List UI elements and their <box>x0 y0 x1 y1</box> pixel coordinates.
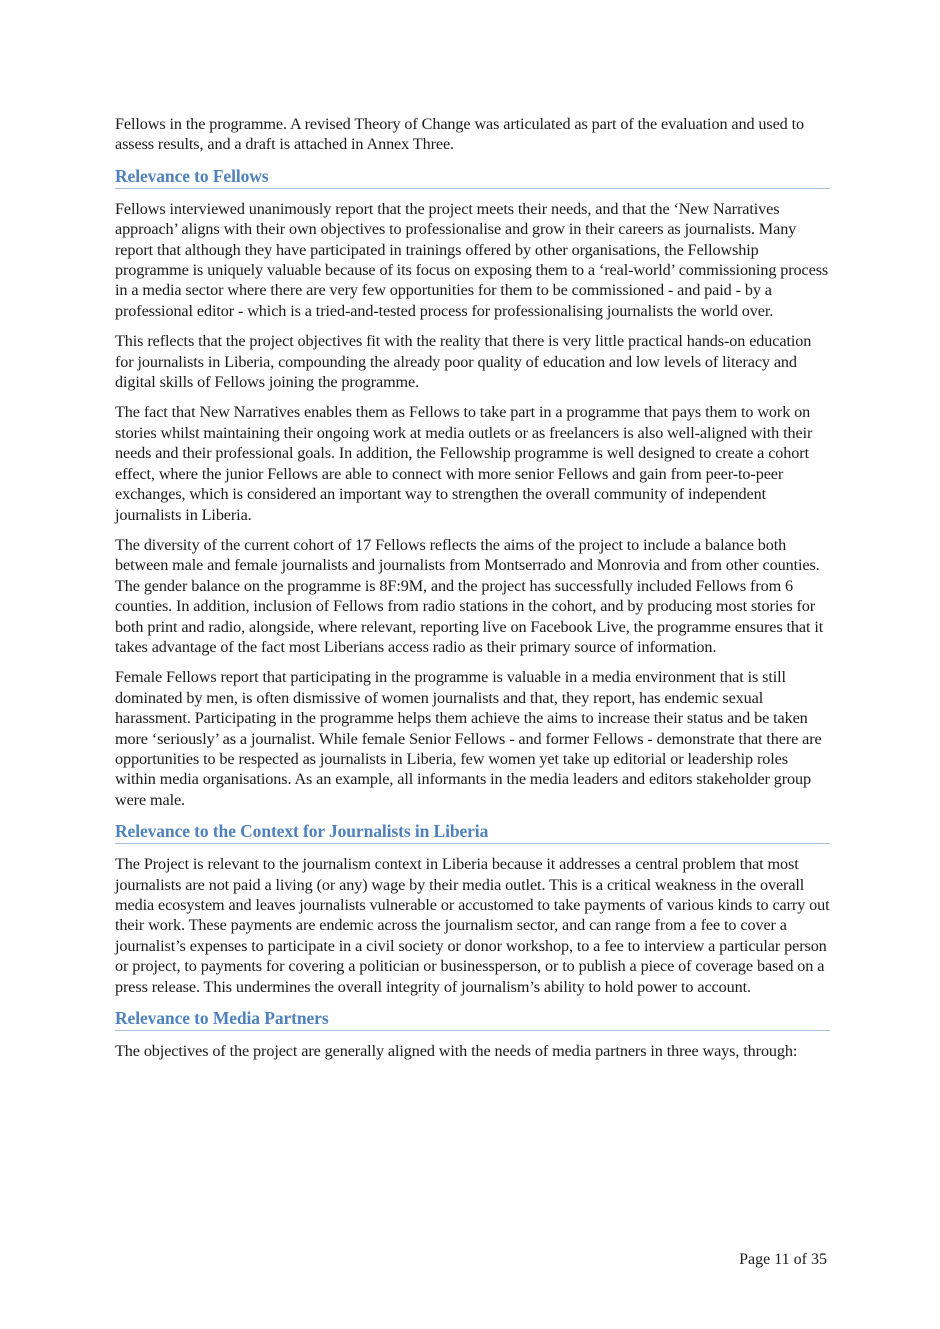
page-number: Page 11 of 35 <box>739 1251 827 1268</box>
paragraph: The diversity of the current cohort of 17 Fellows reflects the aims of the project to include a balance both between male and female journalists and journalists from Montserrado and Monrovia and from other counties. The gender balance on the programme is 8F:9M, and the project has successfully included Fellows from 6 counties. In addition, inclusion of Fellows from radio stations in the cohort, and by producing most stories for both print and radio, alongside, where relevant, reporting live on Facebook Live, the programme ensures that it takes advantage of the fact most Liberians access radio as their primary source of information. <box>115 535 824 656</box>
paragraph: The Project is relevant to the journalism context in Liberia because it addresses a central problem that most journalists are not paid a living (or any) wage by their media outlet. This is a critical weakness in the overall media ecosystem and leaves journalists vulnerable or accustomed to take payments of various kinds to carry out their work. These payments are endemic across the journalism sector, and can range from a fee to cover a journalist’s expenses to participate in a civil society or donor workshop, to a fee to interview a particular person or project, to payments for covering a politician or businessperson, or to publish a piece of coverage based on a press release. This undermines the overall integrity of journalism’s ability to hold power to account. <box>115 855 830 996</box>
paragraph: Fellows interviewed unanimously report that the project meets their needs, and that the ‘New Narratives approach’ aligns with their own objectives to professionalise and grow in their careers as journalists. Many report that although they have participated in trainings offered by other organisations, the Fellowship programme is uniquely valuable because of its focus on exposing them to a ‘real-world’ commissioning process in a media sector where there are very few opportunities for them to be commissioned - and paid - by a professional editor - which is a tried-and-tested process for professionalising journalists the world over. <box>115 199 829 320</box>
section-relevance-to-fellows <box>115 165 830 810</box>
paragraph: This reflects that the project objectives fit with the reality that there is very little practical hands-on education for journalists in Liberia, compounding the already poor quality of education and low levels of literacy and digital skills of Fellows joining the programme. <box>115 332 812 392</box>
paragraph: The fact that New Narratives enables them as Fellows to take part in a programme that pays them to work on stories whilst maintaining their ongoing work at media outlets or as freelancers is also well-aligned with their needs and their professional goals. In addition, the Fellowship programme is well designed to create a cohort effect, where the junior Fellows are able to connect with more senior Fellows and gain from peer-to-peer exchanges, which is considered an important way to strengthen the overall community of independent journalists in Liberia. <box>115 403 813 524</box>
document-page <box>115 114 830 1071</box>
section-relevance-to-media-partners <box>115 1007 830 1061</box>
section-heading: Relevance to the Context for Journalists in Liberia <box>115 820 830 844</box>
paragraph: The objectives of the project are generally aligned with the needs of media partners in three ways, through: <box>115 1042 798 1061</box>
section-heading: Relevance to Fellows <box>115 165 830 189</box>
intro-paragraph: Fellows in the programme. A revised Theory of Change was articulated as part of the evaluation and used to assess results, and a draft is attached in Annex Three. <box>115 115 805 154</box>
section-relevance-to-context <box>115 820 830 997</box>
paragraph: Female Fellows report that participating in the programme is valuable in a media environment that is still dominated by men, is often dismissive of women journalists and that, they report, has endemic sexual harassment. Participating in the programme helps them achieve the aims to increase their status and be taken more ‘seriously’ as a journalist. While female Senior Fellows - and former Fellows - demonstrate that there are opportunities to be respected as journalists in Liberia, few women yet take up editorial or leadership roles within media organisations. As an example, all informants in the media leaders and editors stakeholder group were male. <box>115 668 822 809</box>
section-heading: Relevance to Media Partners <box>115 1007 830 1031</box>
